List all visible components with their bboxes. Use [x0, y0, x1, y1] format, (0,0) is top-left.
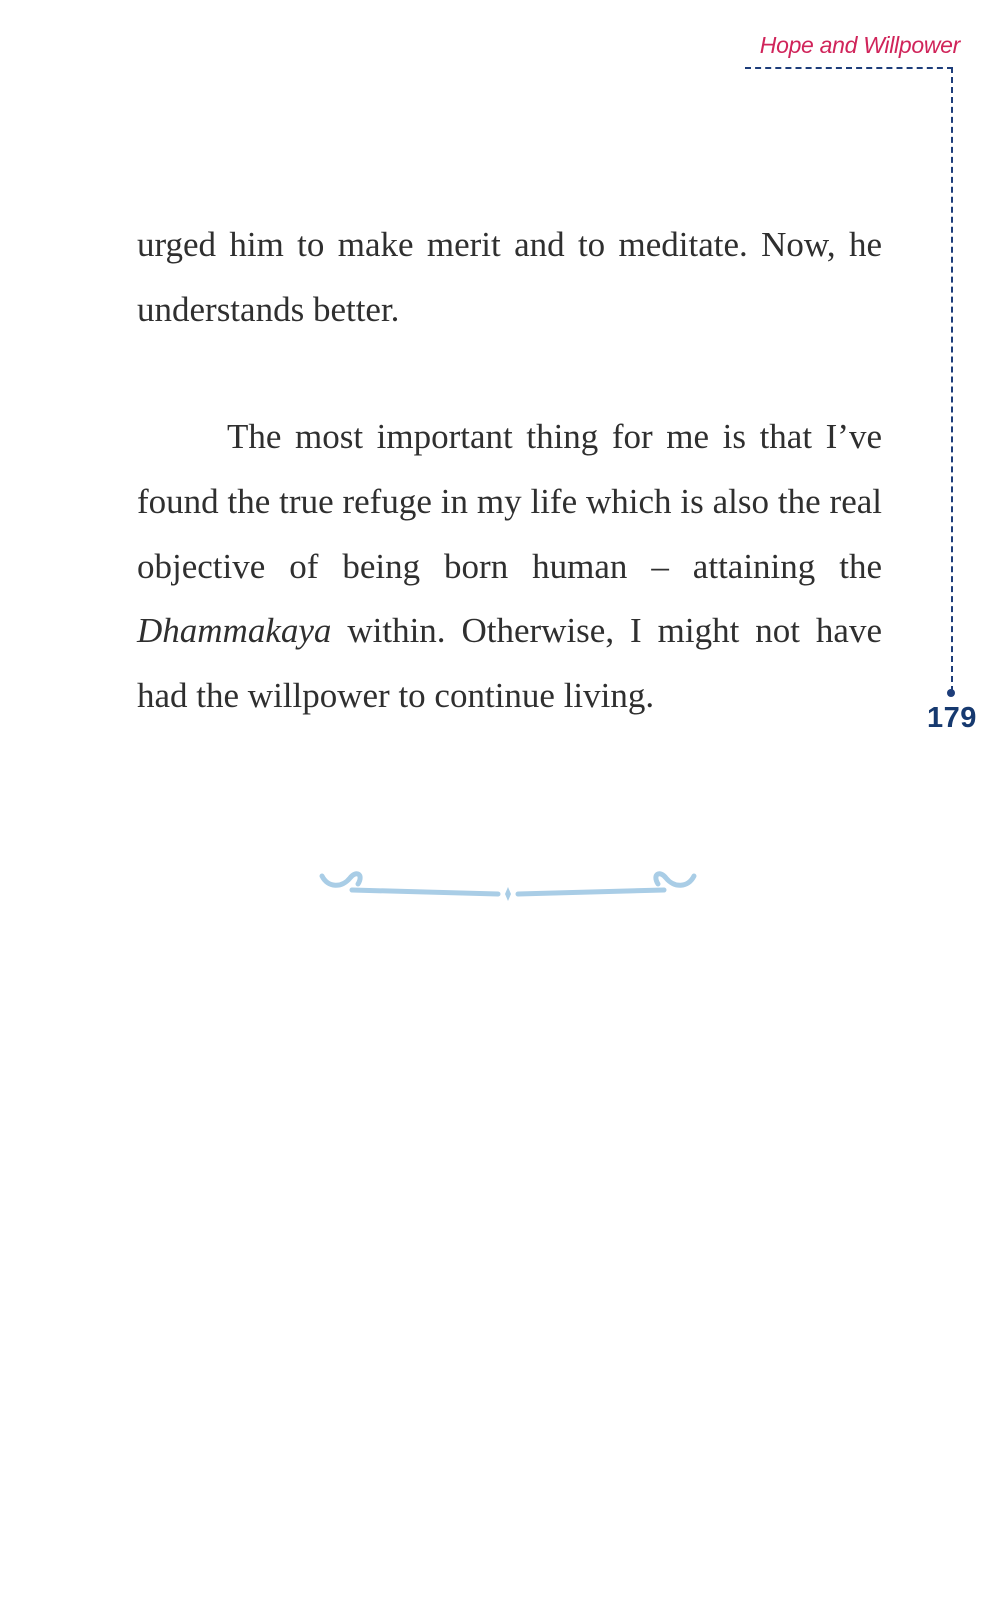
page-number: 179 [927, 702, 977, 734]
paragraph-2-text-before: The most important thing for me is that I’ve found the true refuge in my life which is also the real objective of being born human – attaining the [137, 417, 882, 586]
header-dashed-rule [745, 67, 953, 69]
paragraph-2 [137, 405, 882, 729]
margin-rule-end-dot [947, 689, 955, 697]
paragraph-2-italic-term: Dhammakaya [137, 611, 332, 651]
running-header-title: Hope and Willpower [759, 32, 960, 58]
decorative-scroll-divider-icon [318, 866, 698, 906]
paragraph-1: urged him to make merit and to meditate. Now, he understands better. [137, 225, 882, 329]
paragraph-2-text-after: within. Otherwise, I might not have had the willpower to continue living. [137, 611, 882, 716]
margin-dashed-rule [951, 67, 953, 692]
